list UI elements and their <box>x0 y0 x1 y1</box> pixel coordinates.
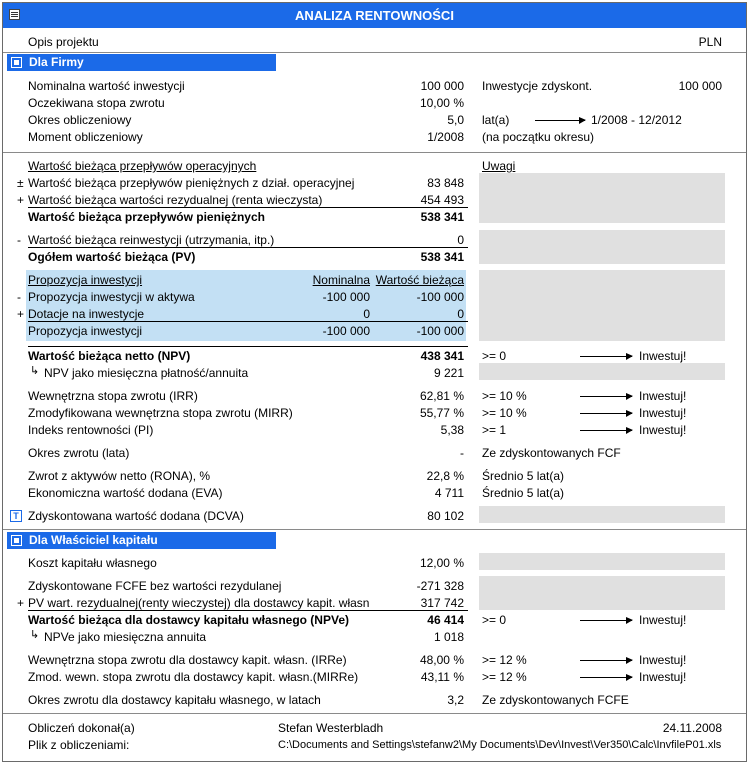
calculated-by-name[interactable]: Stefan Westerbladh <box>278 721 384 735</box>
expected-rate-value[interactable]: 10,00 % <box>419 96 464 110</box>
divider <box>3 529 746 530</box>
section-title-firm: Dla Firmy <box>29 55 84 69</box>
pv-residual-value: 454 493 <box>420 193 464 207</box>
eva-value: 4 711 <box>434 486 464 500</box>
arrow-right-icon <box>580 396 632 397</box>
proposal-subsidies-nominal: 0 <box>363 307 370 321</box>
expected-rate-label: Oczekiwana stopa zwrotu <box>28 96 165 110</box>
proposal-total-nominal: -100 000 <box>322 324 370 338</box>
fcfe-label: Zdyskontowane FCFE bez wartości rezydulanej <box>28 579 282 593</box>
divider <box>3 713 746 714</box>
irre-label: Wewnętrzna stopa zwrotu dla dostawcy kapit. własn. (IRRe) <box>28 653 347 667</box>
proposal-assets-nominal: -100 000 <box>322 290 370 304</box>
proposal-col-current: Wartość bieżąca <box>375 273 464 287</box>
divider <box>28 207 468 208</box>
arrow-right-icon <box>535 120 585 121</box>
currency-label: PLN <box>698 35 722 49</box>
analysis-window <box>2 2 747 762</box>
pi-value: 5,38 <box>440 423 464 437</box>
mirre-condition: >= 12 % <box>482 670 527 684</box>
reinvestment-label: Wartość bieżąca reinwestycji (utrzymania, itp.) <box>28 233 275 247</box>
reinvestment-value: 0 <box>457 233 464 247</box>
equity-payback-note: Ze zdyskontowanych FCFE <box>482 693 629 707</box>
pv-cashflow-label: Wartość bieżąca przepływów pieniężnych z dział. operacyjnej <box>28 176 355 190</box>
rona-note: Średnio 5 lat(a) <box>482 469 565 483</box>
pv-total-value: 538 341 <box>420 210 464 224</box>
notes-box[interactable] <box>479 173 725 223</box>
eva-note: Średnio 5 lat(a) <box>482 486 565 500</box>
pv-residual-label: Wartość bieżąca wartości rezydualnej (renta wieczysta) <box>28 193 323 207</box>
pv-cashflow-value: 83 848 <box>427 176 464 190</box>
pi-result: Inwestuj! <box>639 423 687 437</box>
irr-value: 62,81 % <box>419 389 464 403</box>
proposal-col-nominal: Nominalna <box>312 273 370 287</box>
notes-box[interactable] <box>479 230 725 264</box>
irre-result: Inwestuj! <box>639 653 687 667</box>
npve-label: Wartość bieżąca dla dostawcy kapitału własnego (NPVe) <box>28 613 349 627</box>
eva-label: Ekonomiczna wartość dodana (EVA) <box>28 486 223 500</box>
npve-result: Inwestuj! <box>639 613 687 627</box>
divider <box>28 610 468 611</box>
divider <box>28 346 468 347</box>
pv-total-label: Wartość bieżąca przepływów pieniężnych <box>28 210 265 224</box>
equity-cost-label: Koszt kapitału własnego <box>28 556 157 570</box>
divider <box>28 247 468 248</box>
sign: ± <box>17 176 24 190</box>
discounted-investment-label: Inwestycje zdyskont. <box>482 79 593 93</box>
arrow-right-icon <box>580 356 632 357</box>
divider <box>28 321 468 322</box>
notes-box[interactable] <box>479 576 725 610</box>
notes-heading: Uwagi <box>482 159 516 173</box>
npve-value: 46 414 <box>427 613 464 627</box>
project-description-label: Opis projektu <box>28 35 99 49</box>
calculated-by-label: Obliczeń dokonał(a) <box>28 721 135 735</box>
irr-result: Inwestuj! <box>639 389 687 403</box>
nominal-investment-label: Nominalna wartość inwestycji <box>28 79 185 93</box>
notes-box[interactable] <box>479 363 725 380</box>
proposal-total-current: -100 000 <box>416 324 464 338</box>
calc-period-range: 1/2008 - 12/2012 <box>591 113 682 127</box>
irre-condition: >= 12 % <box>482 653 527 667</box>
pi-condition: >= 1 <box>482 423 507 437</box>
mirr-condition: >= 10 % <box>482 406 527 420</box>
npv-result: Inwestuj! <box>639 349 687 363</box>
collapse-icon[interactable] <box>11 535 22 546</box>
irr-label: Wewnętrzna stopa zwrotu (IRR) <box>28 389 198 403</box>
arrow-right-icon <box>580 620 632 621</box>
arrow-right-icon <box>580 413 632 414</box>
discounted-investment-value: 100 000 <box>678 79 722 93</box>
mirr-label: Zmodyfikowana wewnętrzna stopa zwrotu (MIRR) <box>28 406 293 420</box>
window-title: ANALIZA RENTOWNOŚCI <box>295 8 454 23</box>
section-title-owners: Dla Właściciel kapitału <box>29 533 158 547</box>
proposal-assets-label: Propozycja inwestycji w aktywa <box>28 290 195 304</box>
mirre-result: Inwestuj! <box>639 670 687 684</box>
npv-monthly-value: 9 221 <box>433 366 464 380</box>
pi-label: Indeks rentowności (PI) <box>28 423 154 437</box>
sign: + <box>17 596 25 610</box>
npv-value: 438 341 <box>420 349 464 363</box>
npv-monthly-label: NPV jako miesięczna płatność/annuita <box>44 366 249 380</box>
calc-period-value[interactable]: 5,0 <box>447 113 464 127</box>
calc-period-unit: lat(a) <box>482 113 510 127</box>
notes-box[interactable] <box>479 270 725 341</box>
sub-arrow-icon: ↳ <box>30 629 40 641</box>
npve-condition: >= 0 <box>482 613 507 627</box>
calc-moment-value[interactable]: 1/2008 <box>427 130 464 144</box>
proposal-subsidies-label: Dotacje na inwestycje <box>28 307 145 321</box>
irr-condition: >= 10 % <box>482 389 527 403</box>
arrow-right-icon <box>580 430 632 431</box>
npve-monthly-label: NPVe jako miesięczna annuita <box>44 630 207 644</box>
section-header-firm[interactable] <box>7 54 276 71</box>
notes-box[interactable] <box>479 506 725 523</box>
sub-arrow-icon: ↳ <box>30 365 40 377</box>
app-icon <box>9 9 20 20</box>
npv-label: Wartość bieżąca netto (NPV) <box>28 349 191 363</box>
payback-value: - <box>460 446 464 460</box>
collapse-icon[interactable] <box>11 57 22 68</box>
rona-label: Zwrot z aktywów netto (RONA), % <box>28 469 211 483</box>
nominal-investment-value[interactable]: 100 000 <box>420 79 464 93</box>
pv-grand-label: Ogółem wartość bieżąca (PV) <box>28 250 196 264</box>
mirr-value: 55,77 % <box>419 406 464 420</box>
proposal-assets-current: -100 000 <box>416 290 464 304</box>
title-bar <box>3 3 746 28</box>
pv-residual-equity-label: PV wart. rezydualnej(renty wieczystej) dla dostawcy kapit. własn <box>28 596 370 610</box>
divider <box>3 52 746 53</box>
dcva-label: Zdyskontowana wartość dodana (DCVA) <box>28 509 244 523</box>
sign: + <box>17 307 25 321</box>
payback-note: Ze zdyskontowanych FCF <box>482 446 621 460</box>
payback-label: Okres zwrotu (lata) <box>28 446 130 460</box>
sign: + <box>17 193 25 207</box>
calc-period-label: Okres obliczeniowy <box>28 113 132 127</box>
irre-value: 48,00 % <box>419 653 464 667</box>
rona-value: 22,8 % <box>426 469 464 483</box>
equity-payback-value: 3,2 <box>447 693 464 707</box>
calc-file-path: C:\Documents and Settings\stefanw2\My Documents\Dev\Invest\Ver350\Calc\InvfileP01.xls <box>278 739 722 751</box>
arrow-right-icon <box>580 660 632 661</box>
equity-cost-value[interactable]: 12,00 % <box>419 556 464 570</box>
dcva-value: 80 102 <box>427 509 464 523</box>
proposal-heading: Propozycja inwestycji <box>28 273 143 287</box>
calc-file-label: Plik z obliczeniami: <box>28 738 130 752</box>
sign: - <box>17 290 21 304</box>
mirre-label: Zmod. wewn. stopa zwrotu dla dostawcy kapit. własn.(MIRRe) <box>28 670 359 684</box>
pv-ops-heading: Wartość bieżąca przepływów operacyjnych <box>28 159 257 173</box>
calc-moment-label: Moment obliczeniowy <box>28 130 143 144</box>
dcva-table-icon[interactable]: T <box>10 510 22 522</box>
npv-condition: >= 0 <box>482 349 507 363</box>
mirre-value: 43,11 % <box>420 670 464 684</box>
fcfe-value: -271 328 <box>416 579 464 593</box>
pv-residual-equity-value: 317 742 <box>420 596 464 610</box>
arrow-right-icon <box>580 677 632 678</box>
proposal-total-label: Propozycja inwestycji <box>28 324 143 338</box>
divider <box>3 152 746 153</box>
section-header-owners[interactable] <box>7 532 276 549</box>
proposal-subsidies-current: 0 <box>457 307 464 321</box>
npve-monthly-value: 1 018 <box>433 630 464 644</box>
equity-payback-label: Okres zwrotu dla dostawcy kapitału własnego, w latach <box>28 693 321 707</box>
calc-moment-note: (na początku okresu) <box>482 130 595 144</box>
sign: - <box>17 233 21 247</box>
mirr-result: Inwestuj! <box>639 406 687 420</box>
notes-box[interactable] <box>479 553 725 570</box>
calculation-date: 24.11.2008 <box>662 721 722 735</box>
pv-grand-value: 538 341 <box>420 250 464 264</box>
